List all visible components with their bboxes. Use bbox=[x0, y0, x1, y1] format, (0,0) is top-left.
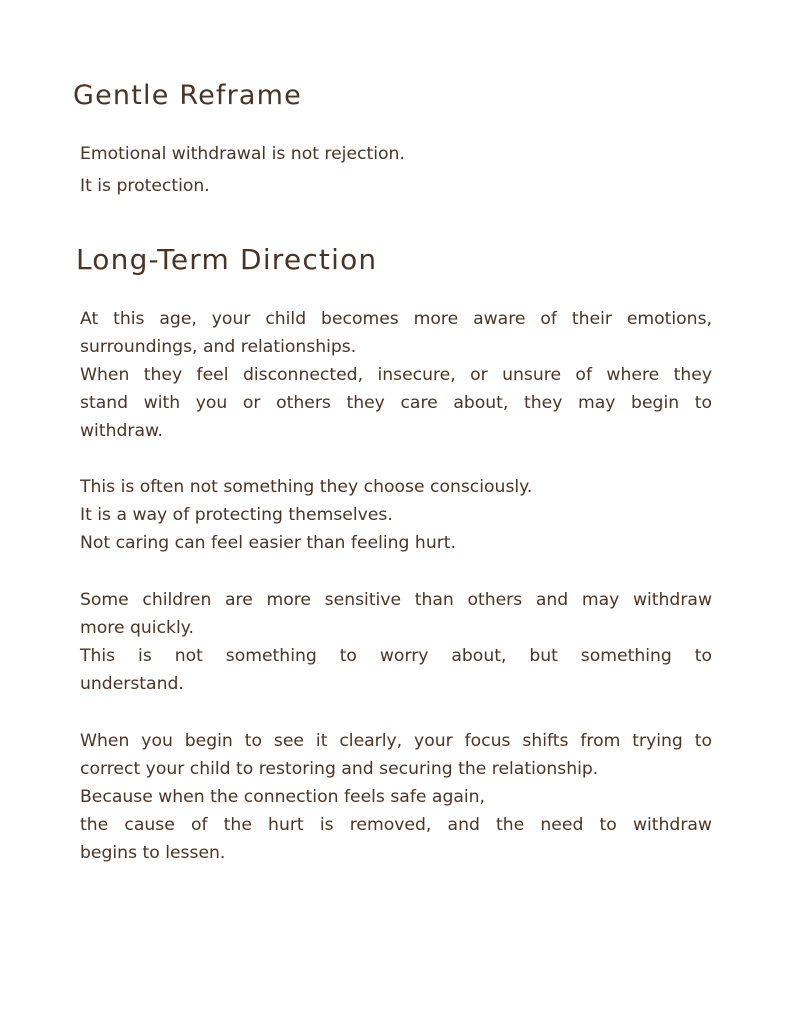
paragraph-line: This is often not something they choose consciously. bbox=[80, 477, 533, 497]
section-heading-long-term-direction: Long-Term Direction bbox=[76, 243, 378, 276]
paragraph-line: It is a way of protecting themselves. bbox=[80, 505, 393, 525]
paragraph-line: When they feel disconnected, insecure, or unsure of where they bbox=[80, 365, 712, 385]
paragraph-line: withdraw. bbox=[80, 421, 163, 441]
paragraph-line: correct your child to restoring and securing the relationship. bbox=[80, 759, 599, 779]
paragraph-line: Not caring can feel easier than feeling hurt. bbox=[80, 533, 456, 553]
paragraph-line: This is not something to worry about, but something to bbox=[80, 646, 712, 666]
paragraph-line: stand with you or others they care about, they may begin to bbox=[80, 393, 712, 413]
paragraph-line: more quickly. bbox=[80, 618, 194, 638]
paragraph-line: Because when the connection feels safe again, bbox=[80, 787, 486, 807]
section-heading-gentle-reframe: Gentle Reframe bbox=[73, 80, 302, 111]
paragraph-line: Emotional withdrawal is not rejection. bbox=[80, 144, 405, 164]
paragraph-line: Some children are more sensitive than others and may withdraw bbox=[80, 590, 712, 610]
paragraph-line: surroundings, and relationships. bbox=[80, 337, 357, 357]
paragraph-line: It is protection. bbox=[80, 176, 210, 196]
paragraph-line: begins to lessen. bbox=[80, 843, 226, 863]
paragraph-line: understand. bbox=[80, 674, 184, 694]
paragraph-line: At this age, your child becomes more aware of their emotions, bbox=[80, 309, 712, 329]
paragraph-line: the cause of the hurt is removed, and the need to withdraw bbox=[80, 815, 712, 835]
paragraph-line: When you begin to see it clearly, your focus shifts from trying to bbox=[80, 731, 712, 751]
